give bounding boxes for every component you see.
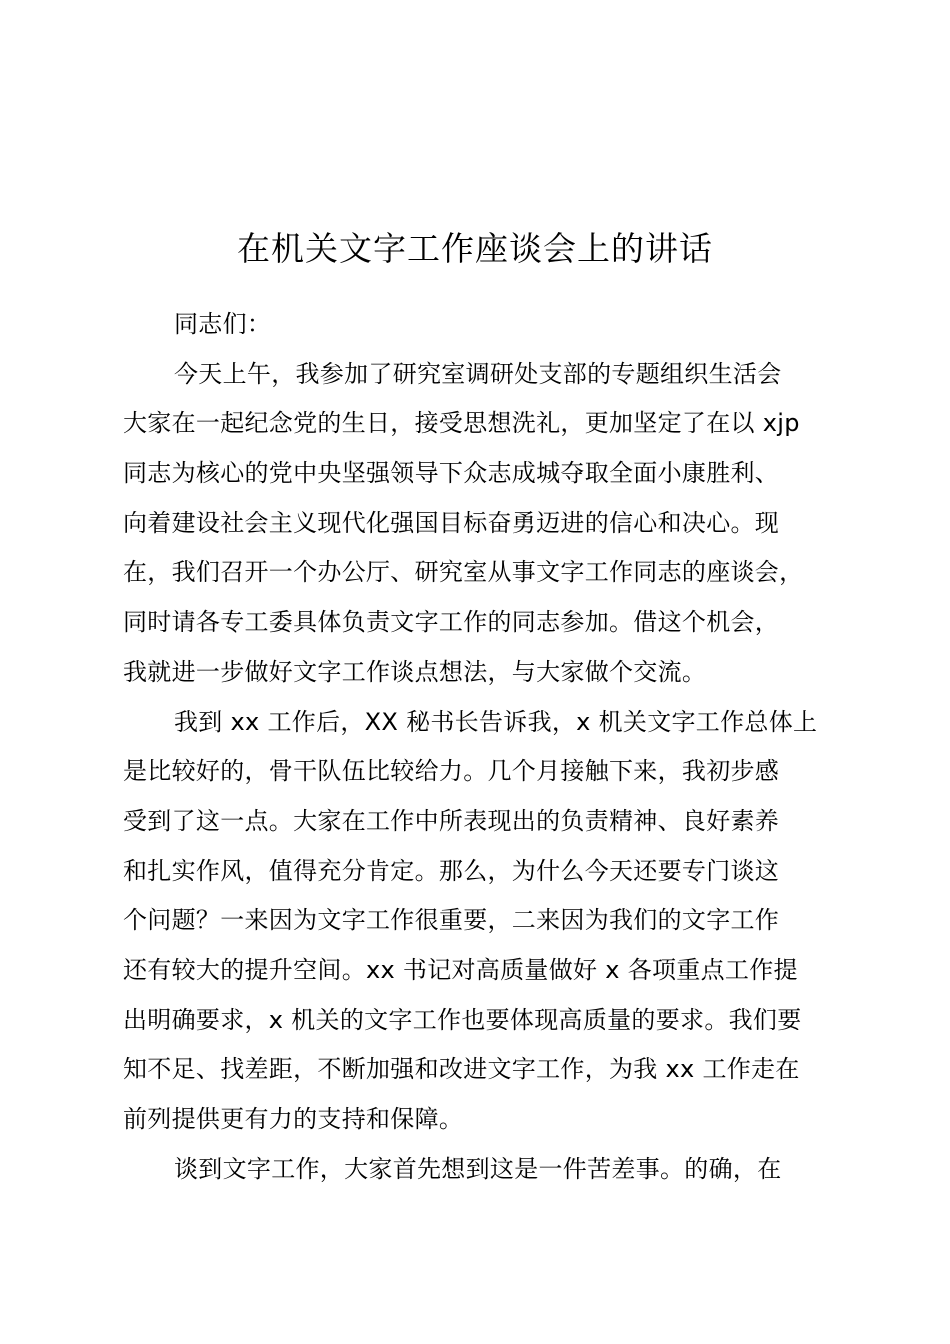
text-line: 我就进一步做好文字工作谈点想法，与大家做个交流。 — [123, 657, 707, 686]
text-line: 我到 xx 工作后，XX 秘书长告诉我，x 机关文字工作总体上 — [174, 707, 818, 736]
paragraph-2 — [123, 698, 843, 1145]
text-line: 知不足、找差距，不断加强和改进文字工作，为我 xx 工作走在 — [123, 1055, 800, 1084]
text-line: 出明确要求，x 机关的文字工作也要体现高质量的要求。我们要 — [123, 1005, 802, 1034]
text-line: 前列提供更有力的支持和保障。 — [123, 1105, 464, 1133]
text-line: 和扎实作风，值得充分肯定。那么，为什么今天还要专门谈这 — [123, 856, 780, 885]
text-line: 大家在一起纪念党的生日，接受思想洗礼，更加坚定了在以 xjp — [123, 409, 800, 438]
paragraph-1 — [123, 350, 843, 698]
text-line: 个问题？一来因为文字工作很重要，二来因为我们的文字工作 — [123, 906, 780, 935]
text-line: 受到了这一点。大家在工作中所表现出的负责精神、良好素养 — [123, 806, 780, 835]
text-line: 谈到文字工作，大家首先想到这是一件苦差事。的确，在 — [174, 1154, 782, 1183]
text-line: 今天上午，我参加了研究室调研处支部的专题组织生活会 — [174, 359, 782, 388]
document-title: 在机关文字工作座谈会上的讲话 — [237, 229, 713, 268]
document-body — [123, 300, 843, 1194]
text-line: 在，我们召开一个办公厅、研究室从事文字工作同志的座谈会， — [123, 558, 804, 587]
text-line: 同时请各专工委具体负责文字工作的同志参加。借这个机会， — [123, 608, 780, 637]
salutation: 同志们： — [174, 310, 272, 338]
text-line: 还有较大的提升空间。xx 书记对高质量做好 x 各项重点工作提 — [123, 955, 798, 984]
text-line: 是比较好的，骨干队伍比较给力。几个月接触下来，我初步感 — [123, 757, 780, 786]
text-line: 同志为核心的党中央坚强领导下众志成城夺取全面小康胜利、 — [123, 459, 780, 488]
text-line: 向着建设社会主义现代化强国目标奋勇迈进的信心和决心。现 — [123, 508, 780, 537]
paragraph-3 — [123, 1145, 843, 1195]
